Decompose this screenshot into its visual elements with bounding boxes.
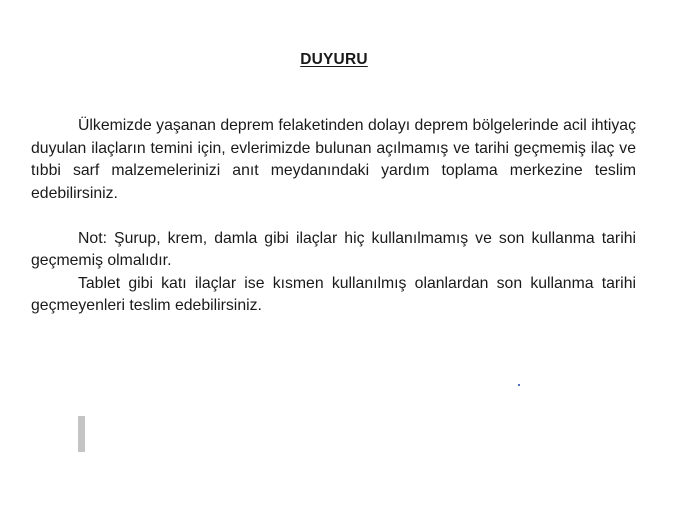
paragraph-announcement: Ülkemizde yaşanan deprem felaketinden dolayı deprem bölgelerinde acil ihtiyaç duyulan ilaçların temini için, evlerimizde bulunan açılmamış ve tarihi geçmemiş ilaç ve tıbbi sarf malzemelerinizi anıt meydanındaki yardım toplama merkezine teslim edebilirsiniz.: [31, 117, 636, 202]
text-cursor-bar: [78, 416, 85, 452]
stray-dot-mark: [518, 384, 520, 386]
paragraph-note: Not: Şurup, krem, damla gibi ilaçlar hiç kullanılmamış ve son kullanma tarihi geçmemiş olmalıdır.: [31, 229, 636, 269]
paragraph-tablet-info: Tablet gibi katı ilaçlar ise kısmen kullanılmış olanlardan son kullanma tarihi geçmeyenleri teslim edebilirsiniz.: [31, 274, 636, 314]
document-body: [31, 115, 636, 318]
document-title: DUYURU: [300, 51, 368, 68]
